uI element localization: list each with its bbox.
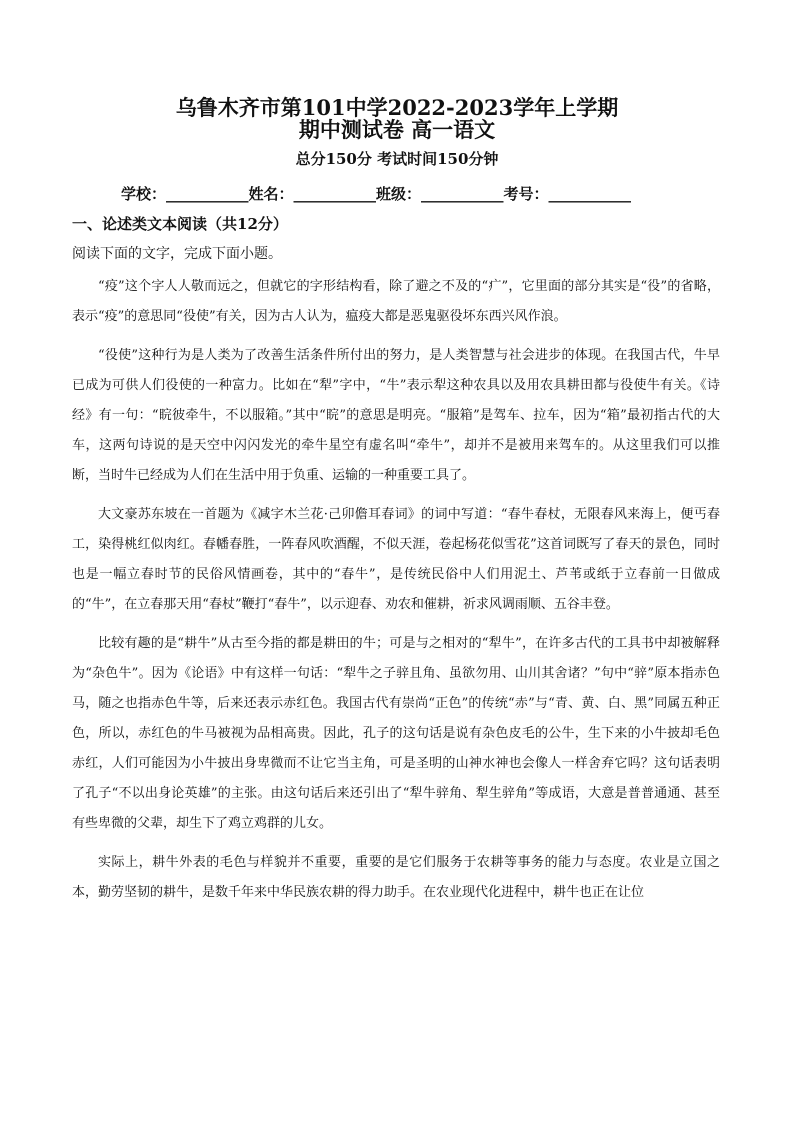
passage-paragraph: 大文豪苏东坡在一首题为《减字木兰花·己卯儋耳春词》的词中写道：“春牛春杖，无限春风来海上，便丐春工，染得桃红似肉红。春幡春胜，一阵春风吹酒醒，不似天涯，卷起杨花似雪花”这首词既写了春天的景色，同时也是一幅立春时节的民俗风情画卷，其中的“春牛”，是传统民俗中人们用泥土、芦苇或纸于立春前一日做成的“牛”，在立春那天用“春杖”鞭打“春牛”，以示迎春、劝农和催耕，祈求风调雨顺、五谷丰登。 [72,507,720,612]
passage-paragraph: “役使”这种行为是人类为了改善生活条件所付出的努力，是人类智慧与社会进步的体现。在我国古代，牛早已成为可供人们役使的一种富力。比如在“犁”字中，“牛”表示犁这种农具以及用农具耕田都与役使牛有关。《诗经》有一句：“睆彼牵牛，不以服箱。”其中“睆”的意思是明亮。“服箱”是驾车、拉车，因为“箱”最初指古代的大车，这两句诗说的是天空中闪闪发光的牵牛星空有虚名叫“牵牛”，却并不是被用来驾车的。从这里我们可以推断，当时牛已经成为人们在生活中用于负重、运输的一种重要工具了。 [72,348,720,483]
section-heading: 一、论述类文本阅读（共12分） [72,215,288,233]
exam-score-time: 总分150分 考试时间150分钟 [295,150,499,168]
passage [72,272,720,908]
section-instruction: 阅读下面的文字，完成下面小题。 [72,246,282,262]
passage-paragraph: 实际上，耕牛外表的毛色与样貌并不重要，重要的是它们服务于农耕等事务的能力与态度。农业是立国之本，勤劳坚韧的耕牛，是数千年来中华民族农耕的得力助手。在农业现代化进程中，耕牛也正在让位 [72,855,720,900]
passage-paragraph: “疫”这个字人人敬而远之，但就它的字形结构看，除了避之不及的“疒”，它里面的部分其实是“役”的省略，表示“疫”的意思同“役使”有关，因为古人认为，瘟疫大都是恶鬼驱役坏东西兴风作浪。 [72,279,720,324]
school-field[interactable]: 学校：___________ [121,185,249,203]
name-field[interactable]: 姓名：___________ [248,185,377,203]
exam-subtitle: 期中测试卷 高一语文 [298,117,496,142]
passage-paragraph: 比较有趣的是“耕牛”从古至今指的都是耕田的牛；可是与之相对的“犁牛”，在许多古代的工具书中却被解释为“杂色牛”。因为《论语》中有这样一句话：“犁牛之子骍且角、虽欲勿用、山川其舍诸？”句中“骍”原本指赤色马，随之也指赤色牛等，后来还表示赤红色。我国古代有崇尚“正色”的传统“赤”与“青、黄、白、黑”同属五种正色，所以，赤红色的牛马被视为品相高贵。因此，孔子的这句话是说有杂色皮毛的公牛，生下来的小牛披却毛色赤红，人们可能因为小牛披出身卑微而不让它当主角，可是圣明的山神水神也会像人一样舍弃它吗？这句话表明了孔子“不以出身论英雄”的主张。由这句话后来还引出了“犁牛骍角、犁生骍角”等成语，大意是普普通通、甚至有些卑微的父辈，却生下了鸡立鸡群的儿女。 [72,636,720,831]
exam-title: 乌鲁木齐市第101中学2022-2023学年上学期 [175,95,619,120]
class-field[interactable]: 班级：___________ [376,185,504,203]
student-info-line [121,183,631,204]
exam-number-field[interactable]: 考号：___________ [503,185,632,203]
